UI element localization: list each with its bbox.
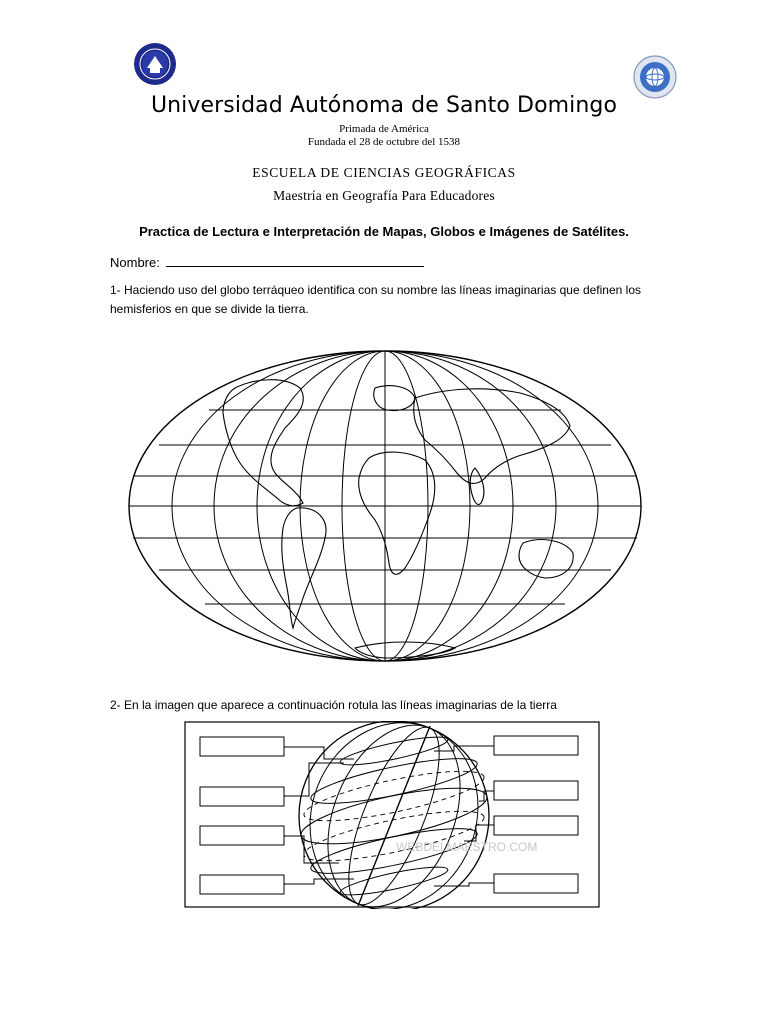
world-map-figure — [125, 348, 645, 664]
label-box-left-2[interactable] — [200, 787, 284, 806]
watermark-text: WEBDELMAESTRO.COM — [396, 840, 538, 854]
label-box-left-1[interactable] — [200, 737, 284, 756]
question-1: 1- Haciendo uso del globo terráqueo identifica con su nombre las líneas imaginarias que definen los hemisferios en que se divide la tierra. — [110, 283, 641, 316]
label-box-right-2[interactable] — [494, 781, 578, 800]
name-label: Nombre: — [110, 255, 160, 270]
globe-label-diagram — [184, 721, 600, 909]
name-blank-line[interactable] — [166, 254, 424, 267]
program-name: Maestría en Geografía Para Educadores — [273, 188, 495, 203]
question-2: 2- En la imagen que aparece a continuación rotula las líneas imaginarias de la tierra — [110, 698, 557, 712]
subtitle-founded: Fundada el 28 de octubre del 1538 — [307, 136, 461, 148]
label-box-left-3[interactable] — [200, 826, 284, 845]
subtitle-primada: Primada de América — [339, 123, 429, 135]
label-box-right-3[interactable] — [494, 816, 578, 835]
label-box-left-4[interactable] — [200, 875, 284, 894]
label-box-right-4[interactable] — [494, 874, 578, 893]
label-box-right-1[interactable] — [494, 736, 578, 755]
name-field[interactable] — [110, 254, 424, 270]
university-title: Universidad Autónoma de Santo Domingo — [150, 93, 618, 118]
university-seal-logo — [133, 42, 177, 86]
school-name: ESCUELA DE CIENCIAS GEOGRÁFICAS — [252, 165, 516, 180]
practice-title: Practica de Lectura e Interpretación de Mapas, Globos e Imágenes de Satélites. — [139, 224, 629, 239]
